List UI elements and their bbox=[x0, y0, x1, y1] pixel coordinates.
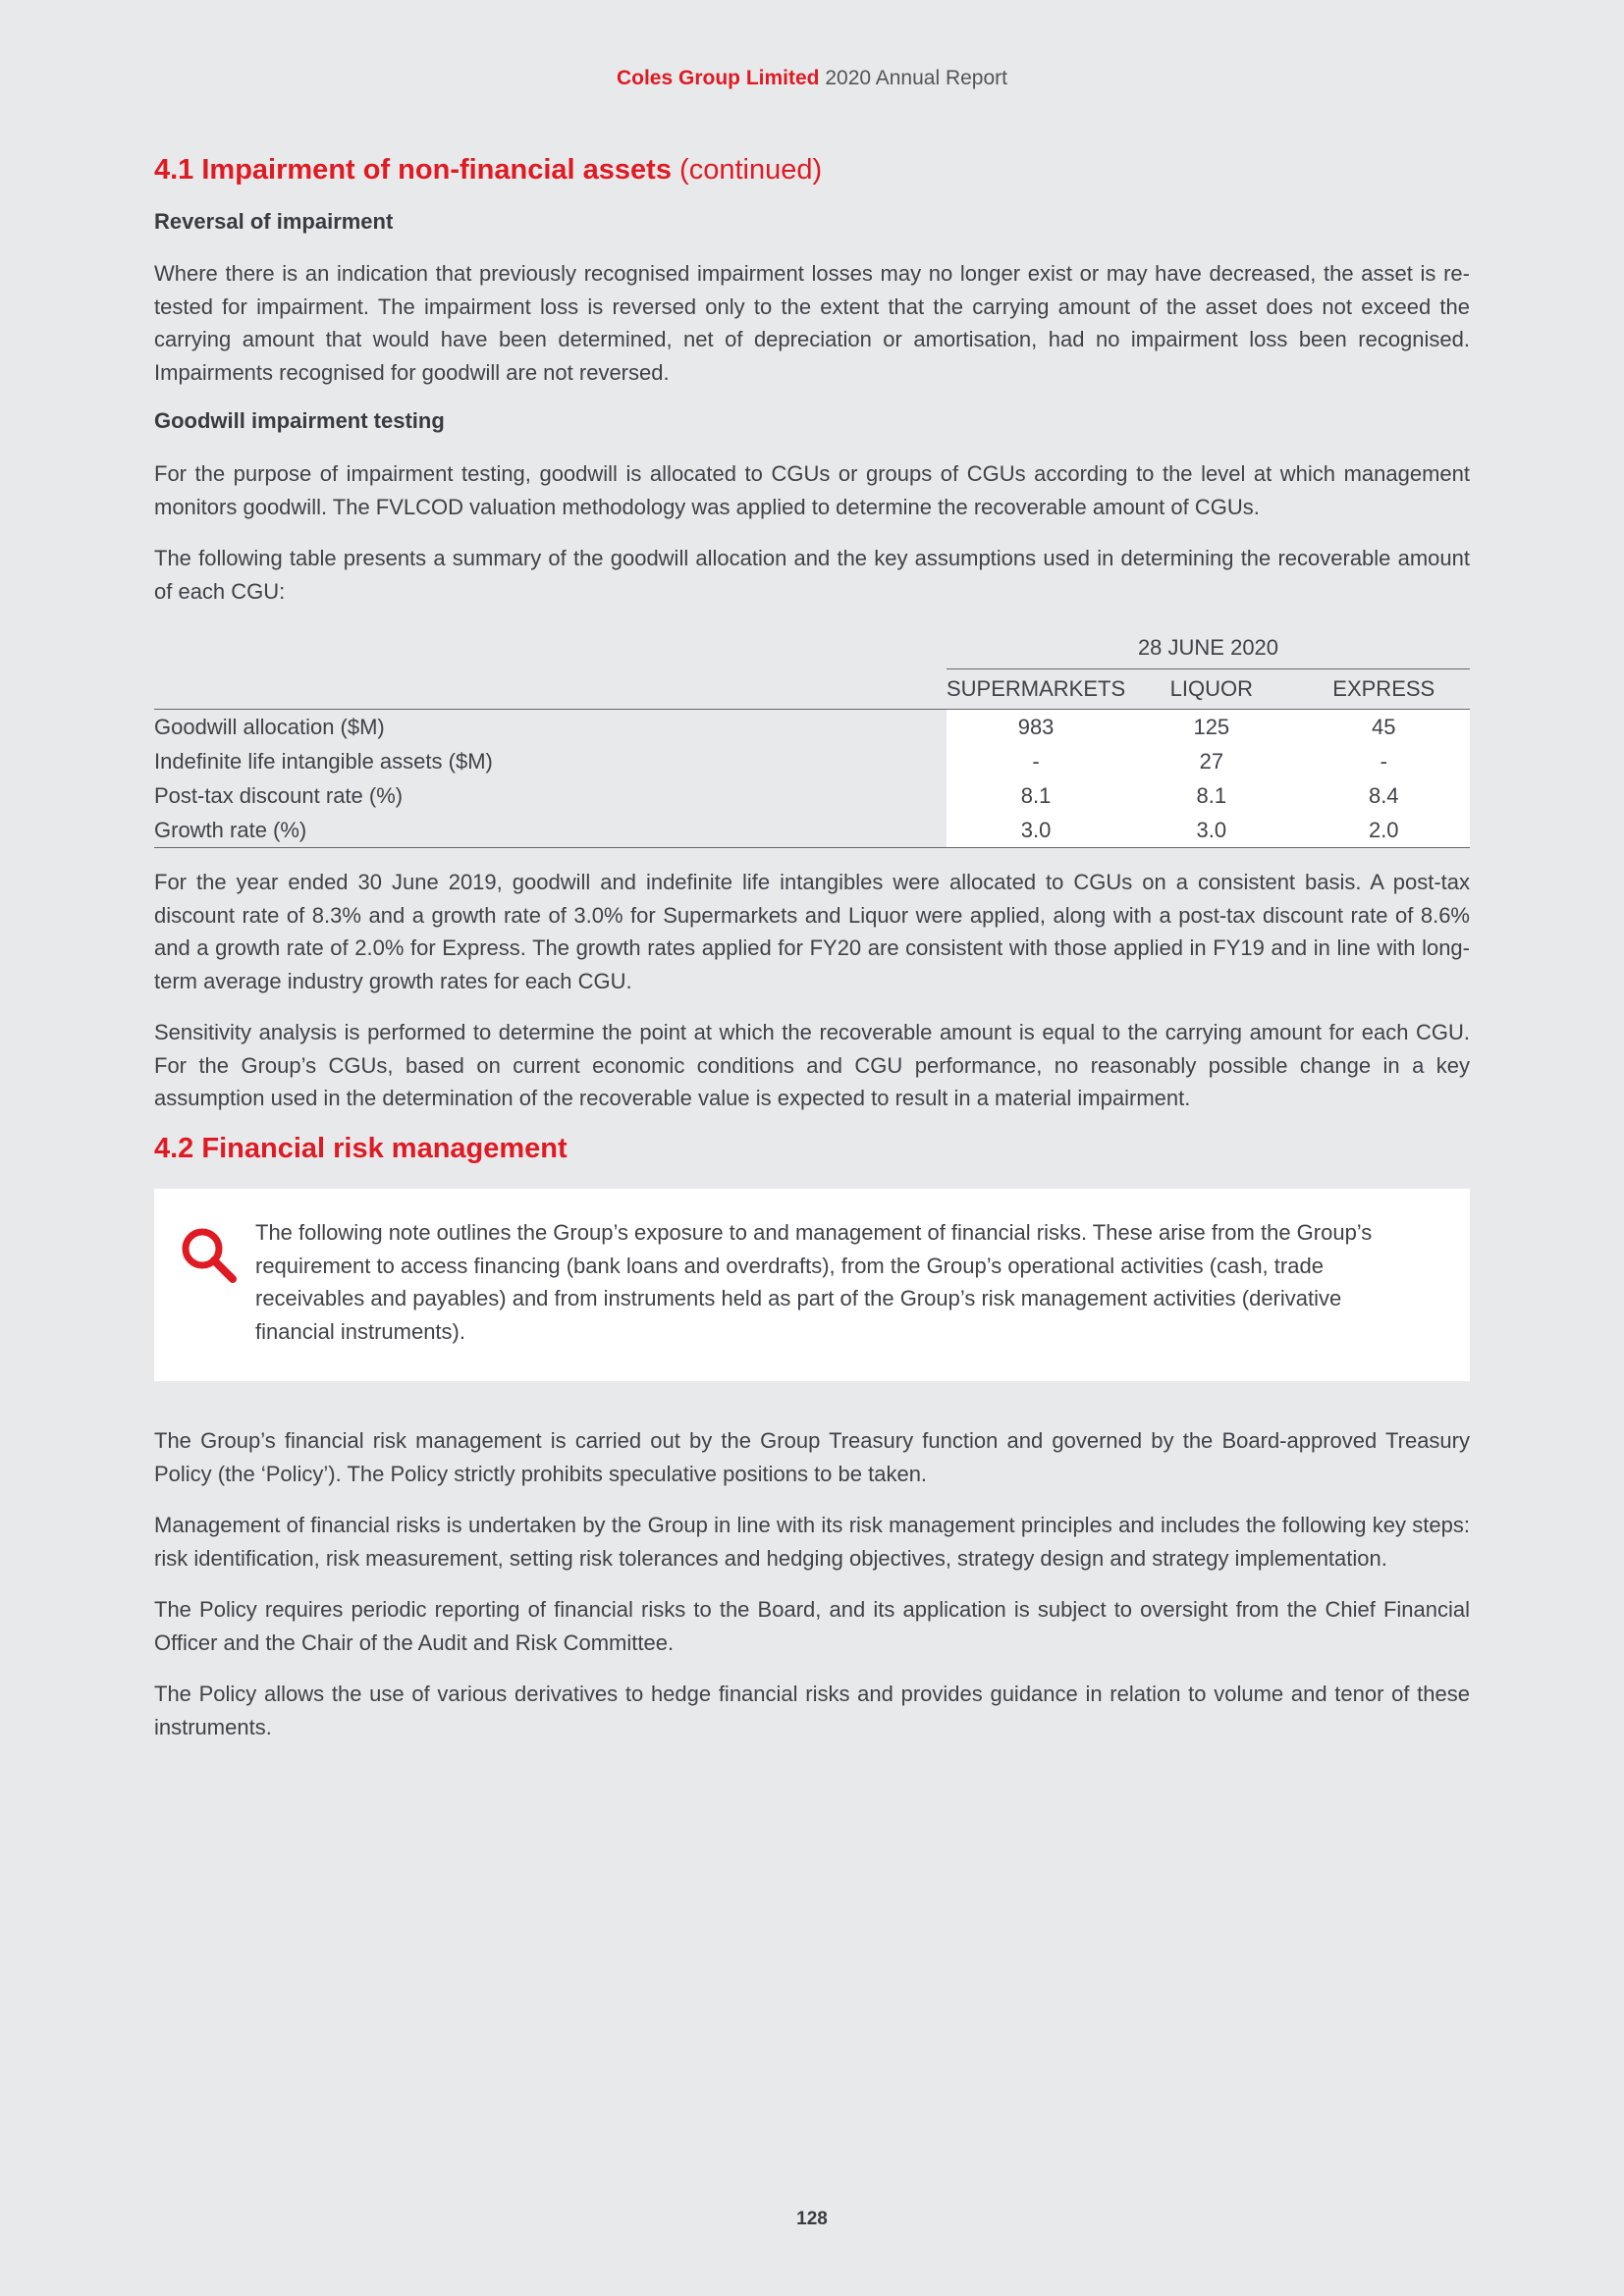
magnifier-icon bbox=[178, 1224, 241, 1287]
table-cell: 27 bbox=[1125, 744, 1297, 778]
row-label: Indefinite life intangible assets ($M) bbox=[154, 748, 493, 774]
row-label: Growth rate (%) bbox=[154, 813, 947, 848]
section-heading-4-1-title: 4.1 Impairment of non-financial assets bbox=[154, 154, 672, 186]
paragraph-treasury: The Group’s financial risk management is carried out by the Group Treasury function and governed by the Board-approved Treasury Policy (the ‘Policy’). The Policy strictly prohibits speculative positions to be taken. bbox=[154, 1428, 1470, 1486]
goodwill-table bbox=[154, 627, 1470, 848]
header-brand: Coles Group Limited bbox=[616, 67, 820, 89]
section-heading-4-1 bbox=[154, 152, 1470, 189]
paragraph-goodwill-2: The following table presents a summary of the goodwill allocation and the key assumptions used in determining the recoverable amount of each CGU: bbox=[154, 546, 1470, 604]
subheading-goodwill: Goodwill impairment testing bbox=[154, 408, 445, 434]
table-row bbox=[154, 710, 1470, 745]
callout-text: The following note outlines the Group’s exposure to and management of financial risks. These arise from the Group’s requirement to access financing (bank loans and overdrafts), from the Group’s operational activities (cash, trade receivables and payables) and from instruments held as part of the Group’s risk management activities (derivative financial instruments). bbox=[255, 1220, 1373, 1344]
table-row bbox=[154, 744, 1470, 778]
table-row bbox=[154, 778, 1470, 813]
paragraph-reporting: The Policy requires periodic reporting of financial risks to the Board, and its application is subject to oversight from the Chief Financial Officer and the Chair of the Audit and Risk Committee. bbox=[154, 1597, 1470, 1655]
paragraph-fy19: For the year ended 30 June 2019, goodwill and indefinite life intangibles were allocated to CGUs on a consistent basis. A post-tax discount rate of 8.3% and a growth rate of 3.0% for Supermarkets and Liquor were applied, along with a post-tax discount rate of 8.6% and a growth rate of 2.0% for Express. The growth rates applied for FY20 are consistent with those applied in FY19 and in line with long-term average industry growth rates for each CGU. bbox=[154, 870, 1470, 993]
subheading-reversal: Reversal of impairment bbox=[154, 208, 394, 234]
table-date-header: 28 JUNE 2020 bbox=[947, 627, 1470, 669]
table-cell: 125 bbox=[1125, 710, 1297, 745]
row-label: Goodwill allocation ($M) bbox=[154, 714, 385, 739]
column-header-supermarkets: SUPERMARKETS bbox=[947, 669, 1125, 710]
table-cell: 8.4 bbox=[1298, 778, 1471, 813]
table-cell: 8.1 bbox=[947, 778, 1125, 813]
table-header-row bbox=[154, 669, 1470, 710]
paragraph-management: Management of financial risks is undertaken by the Group in line with its risk management principles and includes the following key steps: risk identification, risk measurement, setting risk tolerances and hedging objectives, strategy design and strategy implementation. bbox=[154, 1513, 1470, 1571]
section-heading-4-1-suffix: (continued) bbox=[679, 154, 823, 186]
header-title: 2020 Annual Report bbox=[825, 67, 1007, 89]
table-row bbox=[154, 813, 1470, 848]
callout-box bbox=[154, 1189, 1470, 1381]
column-header-express: EXPRESS bbox=[1298, 669, 1471, 710]
page-number: 128 bbox=[796, 2209, 828, 2229]
section-heading-4-2: 4.2 Financial risk management bbox=[154, 1132, 568, 1164]
table-cell: 3.0 bbox=[947, 813, 1125, 848]
table-cell: 983 bbox=[947, 710, 1125, 745]
table-cell: - bbox=[1298, 744, 1471, 778]
paragraph-goodwill-1: For the purpose of impairment testing, goodwill is allocated to CGUs or groups of CGUs according to the level at which management monitors goodwill. The FVLCOD valuation methodology was applied to determine the recoverable amount of CGUs. bbox=[154, 461, 1470, 519]
table-cell: 8.1 bbox=[1125, 778, 1297, 813]
table-cell: 45 bbox=[1298, 710, 1471, 745]
paragraph-reversal: Where there is an indication that previously recognised impairment losses may no longer exist or may have decreased, the asset is re-tested for impairment. The impairment loss is reversed only to the extent that the carrying amount of the asset does not exceed the carrying amount that would have been determined, net of depreciation or amortisation, had no impairment loss been recognised. Impairments recognised for goodwill are not reversed. bbox=[154, 261, 1470, 385]
page-content bbox=[154, 152, 1470, 1743]
page-header bbox=[0, 67, 1624, 90]
row-label: Post-tax discount rate (%) bbox=[154, 782, 404, 808]
table-cell: 2.0 bbox=[1298, 813, 1471, 848]
table-cell: - bbox=[947, 744, 1125, 778]
table-date-row bbox=[154, 627, 1470, 669]
table-cell: 3.0 bbox=[1125, 813, 1297, 848]
paragraph-derivatives: The Policy allows the use of various derivatives to hedge financial risks and provides guidance in relation to volume and tenor of these instruments. bbox=[154, 1682, 1470, 1739]
column-header-liquor: LIQUOR bbox=[1125, 669, 1297, 710]
paragraph-sensitivity: Sensitivity analysis is performed to determine the point at which the recoverable amount is equal to the carrying amount for each CGU. For the Group’s CGUs, based on current economic conditions and CGU performance, no reasonably possible change in a key assumption used in the determination of the recoverable value is expected to result in a material impairment. bbox=[154, 1020, 1470, 1111]
